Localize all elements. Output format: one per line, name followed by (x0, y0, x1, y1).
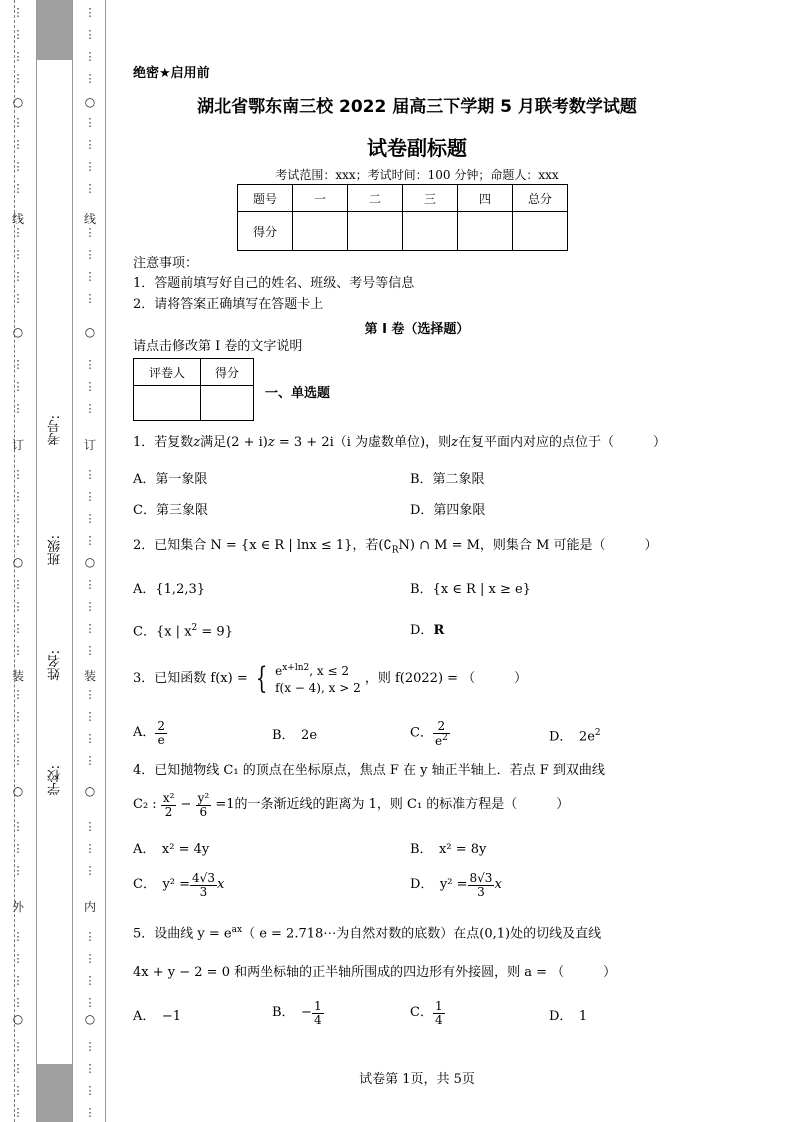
section-single-choice: 一、单选题 (265, 386, 331, 401)
page-footer: 试卷第 1页，共 5页 (359, 1072, 475, 1087)
notes-item: 1．答题前填写好自己的姓名、班级、考号等信息 (133, 276, 415, 291)
margin-dots: ⋮ (84, 72, 96, 85)
margin-dots: ⋮ (84, 160, 96, 173)
margin-dots: ⋮ (84, 138, 96, 151)
q2-option-d[interactable]: D．R (410, 623, 445, 638)
q2-option-c[interactable]: C．{x | $x^2 = 9$} (133, 623, 233, 640)
margin-dots: ⋮ (12, 1084, 24, 1097)
margin-dots: ⋮ (84, 1062, 96, 1075)
margin-dots: ⋮ (84, 754, 96, 767)
margin-dots: ⋮ (12, 754, 24, 767)
score-header: 得分 (201, 359, 254, 386)
score-cell[interactable] (458, 212, 513, 251)
margin-dots: ⋮ (12, 358, 24, 371)
margin-dots: ⋮ (12, 468, 24, 481)
outer-circle-5: ○ (12, 1012, 24, 1026)
outer-zhuang: 装 (11, 669, 24, 683)
margin-dots: ⋮ (12, 644, 24, 657)
notes-heading: 注意事项： (133, 256, 199, 271)
margin-dots: ⋮ (84, 732, 96, 745)
score-cell[interactable] (403, 212, 458, 251)
margin-dots: ⋮ (84, 1040, 96, 1053)
margin-dots: ⋮ (12, 622, 24, 635)
margin-dots: ⋮ (12, 1106, 24, 1119)
secret-label: 绝密★启用前 (133, 66, 210, 81)
grader-cell[interactable] (134, 386, 201, 421)
q1-option-b[interactable]: B．第二象限 (410, 472, 485, 487)
margin-dots: ⋮ (12, 1062, 24, 1075)
margin-dots: ⋮ (84, 248, 96, 261)
score-row-label: 得分 (238, 212, 293, 251)
outer-circle-4: ○ (12, 784, 24, 798)
margin-dots: ⋮ (12, 226, 24, 239)
margin-dots: ⋮ (12, 732, 24, 745)
inner-circle-3: ○ (84, 555, 96, 569)
q1-option-d[interactable]: D．第四象限 (410, 503, 486, 518)
margin-dots: ⋮ (12, 248, 24, 261)
margin-dots: ⋮ (12, 996, 24, 1009)
inner-ding: 订 (83, 438, 96, 452)
field-xuexiao: 学校: (48, 765, 63, 796)
q3-option-a[interactable]: A． $\frac{2}{e}$ (133, 719, 166, 748)
margin-dots: ⋮ (84, 270, 96, 283)
q5-option-d[interactable]: D． 1 (549, 1009, 588, 1024)
exam-title: 湖北省鄂东南三校 2022 届高三下学期 5 月联考数学试题 (197, 97, 637, 117)
margin-dots: ⋮ (12, 688, 24, 701)
q3-option-c[interactable]: C． $\frac{2}{e^2}$ (410, 719, 448, 749)
q2-option-a[interactable]: A．{1,2,3} (133, 582, 206, 597)
q5-option-b[interactable]: B． − $\frac{1}{4}$ (272, 999, 322, 1028)
margin-dots: ⋮ (12, 28, 24, 41)
q4-option-b[interactable]: B． x² = 8y (410, 842, 487, 857)
margin-dots: ⋮ (12, 1040, 24, 1053)
score-table-header: 四 (458, 185, 513, 212)
margin-dots: ⋮ (12, 534, 24, 547)
q5-stem-line2: 4x + y − 2 = 0 和两坐标轴的正半轴所围成的四边形有外接圆，则 a = （ ） (133, 965, 617, 980)
margin-dots: ⋮ (84, 534, 96, 547)
margin-dots: ⋮ (12, 138, 24, 151)
field-xingming: 姓名: (48, 650, 63, 681)
score-table-header: 一 (293, 185, 348, 212)
margin-dots: ⋮ (84, 864, 96, 877)
inner-xian: 线 (83, 212, 96, 226)
margin-dots: ⋮ (84, 358, 96, 371)
margin-dots: ⋮ (12, 952, 24, 965)
outer-circle-3: ○ (12, 555, 24, 569)
margin-dots: ⋮ (12, 116, 24, 129)
margin-dots: ⋮ (84, 28, 96, 41)
score-cell[interactable] (513, 212, 568, 251)
part1-hint[interactable]: 请点击修改第 I 卷的文字说明 (133, 339, 303, 354)
grader-table (133, 358, 254, 421)
top-gray-bar (36, 0, 72, 60)
margin-dots: ⋮ (84, 952, 96, 965)
field-kaohao: 考号: (48, 415, 63, 446)
part1-title: 第 I 卷（选择题） (364, 322, 470, 337)
q2-stem: 2．已知集合 N = {x ∈ R | lnx ≤ 1}，若$(∁_RN)$ ∩ M = M，则集合 M 可能是（ ） (133, 538, 658, 556)
outer-ding: 订 (11, 438, 24, 452)
q4-option-d[interactable]: D． y² = $\frac{8√3}{3}$ x (410, 871, 502, 900)
q4-stem-line2: C₂ : $\frac{\text{x²}}{2}$ − $\frac{\text{y²}}{6}$ =1的一条渐近线的距离为 1，则 C₁ 的标准方程是（ ） (133, 791, 570, 820)
margin-dots: ⋮ (84, 820, 96, 833)
score-table (237, 184, 568, 251)
margin-dots: ⋮ (12, 6, 24, 19)
margin-dots: ⋮ (84, 1106, 96, 1119)
margin-dots: ⋮ (12, 512, 24, 525)
q1-option-a[interactable]: A．第一象限 (133, 472, 208, 487)
margin-dots: ⋮ (12, 710, 24, 723)
margin-dots: ⋮ (84, 490, 96, 503)
margin-dots: ⋮ (84, 930, 96, 943)
margin-dots: ⋮ (84, 578, 96, 591)
margin-dots: ⋮ (84, 6, 96, 19)
margin-dots: ⋮ (12, 270, 24, 283)
margin-dots: ⋮ (84, 974, 96, 987)
margin-dots: ⋮ (12, 578, 24, 591)
q3-option-d[interactable]: D． $2e^2$ (549, 728, 601, 745)
margin-dots: ⋮ (12, 490, 24, 503)
outer-circle-2: ○ (12, 325, 24, 339)
margin-dots: ⋮ (12, 402, 24, 415)
score-table-header: 三 (403, 185, 458, 212)
field-banji: 班级: (48, 535, 63, 566)
q5-option-c[interactable]: C． $\frac{1}{4}$ (410, 999, 443, 1028)
score-table-header: 二 (348, 185, 403, 212)
score-table-header: 题号 (238, 185, 293, 212)
inner-circle-2: ○ (84, 325, 96, 339)
inner-circle-5: ○ (84, 1012, 96, 1026)
q5-option-a[interactable]: A． −1 (133, 1009, 182, 1024)
exam-info: 考试范围：xxx；考试时间：100 分钟；命题人：xxx (275, 168, 559, 182)
margin-dots: ⋮ (84, 688, 96, 701)
score-cell[interactable] (201, 386, 254, 421)
margin-dots: ⋮ (12, 182, 24, 195)
margin-dots: ⋮ (84, 292, 96, 305)
margin-dots: ⋮ (12, 380, 24, 393)
margin-dots: ⋮ (12, 600, 24, 613)
margin-dots: ⋮ (84, 116, 96, 129)
inner-circle-1: ○ (84, 95, 96, 109)
margin-dots: ⋮ (12, 292, 24, 305)
margin-dots: ⋮ (84, 402, 96, 415)
outer-xian: 线 (11, 212, 24, 226)
margin-dots: ⋮ (84, 468, 96, 481)
margin-dots: ⋮ (84, 182, 96, 195)
q2-option-b[interactable]: B．{x ∈ R | x ≥ e} (410, 582, 531, 597)
margin-dots: ⋮ (84, 622, 96, 635)
q4-option-a[interactable]: A． x² = 4y (133, 842, 210, 857)
margin-dots: ⋮ (84, 512, 96, 525)
q5-stem-line1: 5．设曲线 $y = e^{ax}$（ e = 2.718⋯为自然对数的底数）在点(0,1)处的切线及直线 (133, 925, 602, 942)
margin-dots: ⋮ (84, 710, 96, 723)
margin-dots: ⋮ (12, 50, 24, 63)
q3-stem: 3．已知函数 f(x) = { $e^{x+ln2}$, x ≤ 2 f(x − 4), x > 2 ，则 f(2022) = （ ） (133, 661, 528, 697)
q1-stem: 1．若复数z满足(2 + i)z = 3 + 2i（i 为虚数单位)，则z在复平面内对应的点位于（ ） (133, 435, 666, 450)
margin-dots: ⋮ (84, 600, 96, 613)
margin-dots: ⋮ (84, 226, 96, 239)
grader-header: 评卷人 (134, 359, 201, 386)
score-cell[interactable] (348, 212, 403, 251)
q4-option-c[interactable]: C． y² = $\frac{4√3}{3}$ x (133, 871, 225, 900)
margin-dots: ⋮ (12, 820, 24, 833)
inner-circle-4: ○ (84, 784, 96, 798)
margin-dots: ⋮ (12, 842, 24, 855)
margin-dots: ⋮ (84, 996, 96, 1009)
q4-stem-line1: 4．已知抛物线 C₁ 的顶点在坐标原点，焦点 F 在 y 轴正半轴上．若点 F 到双曲线 (133, 763, 605, 778)
margin-dots: ⋮ (84, 380, 96, 393)
inner-nei: 内 (83, 900, 96, 914)
margin-dots: ⋮ (12, 864, 24, 877)
margin-dots: ⋮ (84, 644, 96, 657)
margin-dots: ⋮ (84, 50, 96, 63)
exam-subtitle: 试卷副标题 (367, 136, 467, 160)
margin-dots: ⋮ (12, 160, 24, 173)
q3-option-b[interactable]: B． 2e (272, 728, 318, 743)
margin-dots: ⋮ (12, 930, 24, 943)
margin-dots: ⋮ (84, 1084, 96, 1097)
inner-zhuang: 装 (83, 669, 96, 683)
outer-wai: 外 (11, 900, 24, 914)
score-table-header: 总分 (513, 185, 568, 212)
notes-item: 2．请将答案正确填写在答题卡上 (133, 297, 324, 312)
margin-dots: ⋮ (12, 72, 24, 85)
q1-option-c[interactable]: C．第三象限 (133, 503, 208, 518)
score-cell[interactable] (293, 212, 348, 251)
margin-dots: ⋮ (84, 842, 96, 855)
outer-circle-1: ○ (12, 95, 24, 109)
margin-dots: ⋮ (12, 974, 24, 987)
